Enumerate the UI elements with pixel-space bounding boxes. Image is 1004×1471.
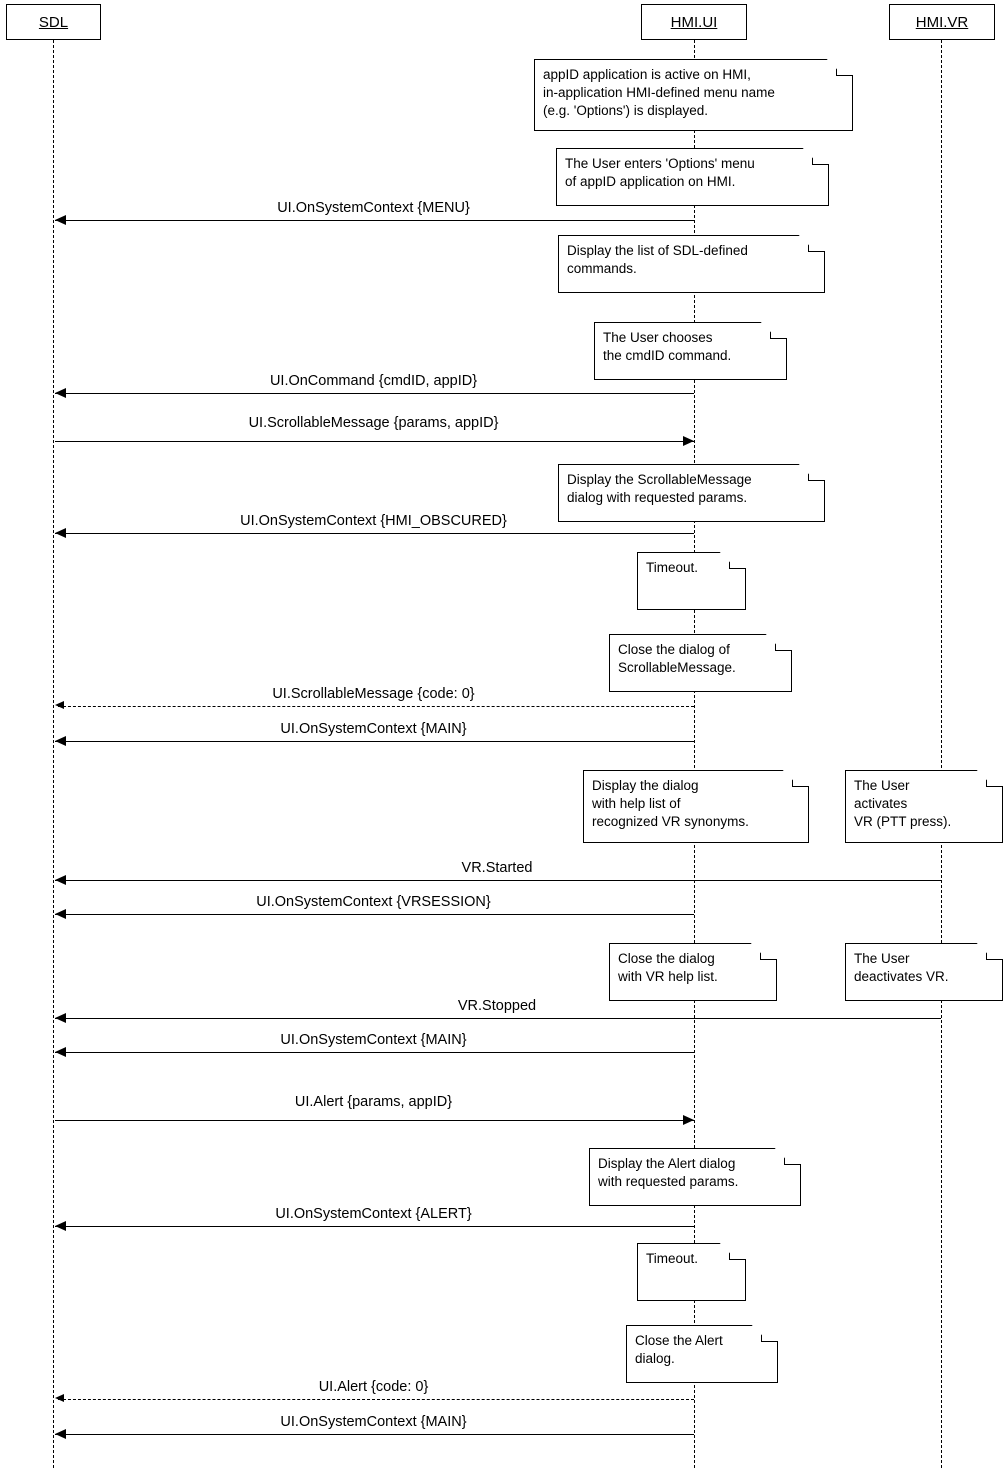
message-label: UI.OnSystemContext {HMI_OBSCURED} [240,513,507,529]
message-label: UI.OnSystemContext {MAIN} [280,1414,467,1430]
message-line [55,533,694,534]
message-label: UI.OnSystemContext {MENU} [277,200,470,216]
arrowhead-icon [55,1047,66,1057]
message-line [58,1399,694,1400]
arrowhead-icon [55,528,66,538]
arrowhead-icon [683,1115,694,1125]
note-line: dialog with requested params. [567,490,748,506]
note-line: ScrollableMessage. [618,660,736,676]
note-line: VR (PTT press). [854,814,952,830]
message-line [55,1052,694,1053]
note-line: The User enters 'Options' menu [565,156,755,171]
message-line [55,441,694,442]
message-label: UI.OnSystemContext {MAIN} [280,721,467,737]
note [637,1243,745,1301]
note-line: in-application HMI-defined menu name [543,85,775,101]
note [534,59,852,131]
message-label: UI.OnSystemContext {VRSESSION} [256,894,491,910]
message-label: VR.Started [461,860,533,876]
arrowhead-icon [55,875,66,885]
arrowhead-icon [55,736,66,746]
note [589,1148,800,1206]
message-line [55,1226,694,1227]
message-label: VR.Stopped [457,998,537,1014]
message-label: UI.Alert {params, appID} [294,1094,453,1110]
lifeline-label-hmi-vr: HMI.VR [915,13,969,31]
message-line [58,706,694,707]
message-line [55,880,941,881]
lifeline-hmi-vr [941,40,942,1468]
note [609,943,776,1001]
arrowhead-icon [55,1429,66,1439]
lifeline-head-hmi-vr [889,4,995,40]
lifeline-label-hmi-ui: HMI.UI [670,13,718,31]
message-line [55,220,694,221]
note-line: with help list of [592,796,681,812]
note [637,552,745,610]
note [556,148,828,206]
note-line: activates [854,796,908,812]
note [845,770,1002,843]
note-line: Display the ScrollableMessage [567,472,752,487]
lifeline-head-hmi-ui [641,4,747,40]
note [845,943,1002,1001]
message-line [55,741,694,742]
note-line: The User [854,951,910,966]
note [558,464,824,522]
message-line [55,393,694,394]
note-line: the cmdID command. [603,348,732,364]
note-line: with requested params. [598,1174,739,1190]
note-line: Display the Alert dialog [598,1156,736,1171]
message-line [55,914,694,915]
note-line: of appID application on HMI. [565,174,736,190]
note-line: with VR help list. [618,969,718,985]
note-line: Timeout. [646,1251,699,1266]
note-line: Close the dialog of [618,642,730,657]
message-label: UI.OnCommand {cmdID, appID} [269,373,478,389]
message-label: UI.Alert {code: 0} [318,1379,429,1395]
message-label: UI.ScrollableMessage {code: 0} [272,686,475,702]
message-line [55,1018,941,1019]
note-line: Display the dialog [592,778,699,793]
lifeline-label-sdl: SDL [38,13,69,31]
note [626,1325,777,1383]
note-line: Close the dialog [618,951,715,966]
note-line: (e.g. 'Options') is displayed. [543,103,708,119]
note [558,235,824,293]
lifeline-head-sdl [6,4,101,40]
note-line: appID application is active on HMI, [543,67,751,82]
note [594,322,786,380]
note-line: The User chooses [603,330,713,345]
arrowhead-icon [55,388,66,398]
arrowhead-icon [55,701,64,709]
note [609,634,791,692]
note-line: recognized VR synonyms. [592,814,749,830]
note-line: The User [854,778,910,793]
message-label: UI.ScrollableMessage {params, appID} [248,415,499,431]
note-line: deactivates VR. [854,969,949,985]
arrowhead-icon [55,1221,66,1231]
arrowhead-icon [55,1394,64,1402]
message-label: UI.OnSystemContext {MAIN} [280,1032,467,1048]
message-label: UI.OnSystemContext {ALERT} [275,1206,472,1222]
note-line: commands. [567,261,637,277]
lifeline-sdl [53,40,54,1468]
note-line: dialog. [635,1351,675,1367]
arrowhead-icon [683,436,694,446]
note-line: Timeout. [646,560,699,575]
note [583,770,808,843]
message-line [55,1434,694,1435]
arrowhead-icon [55,1013,66,1023]
note-line: Display the list of SDL-defined [567,243,748,258]
arrowhead-icon [55,909,66,919]
note-line: Close the Alert [635,1333,723,1348]
message-line [55,1120,694,1121]
arrowhead-icon [55,215,66,225]
